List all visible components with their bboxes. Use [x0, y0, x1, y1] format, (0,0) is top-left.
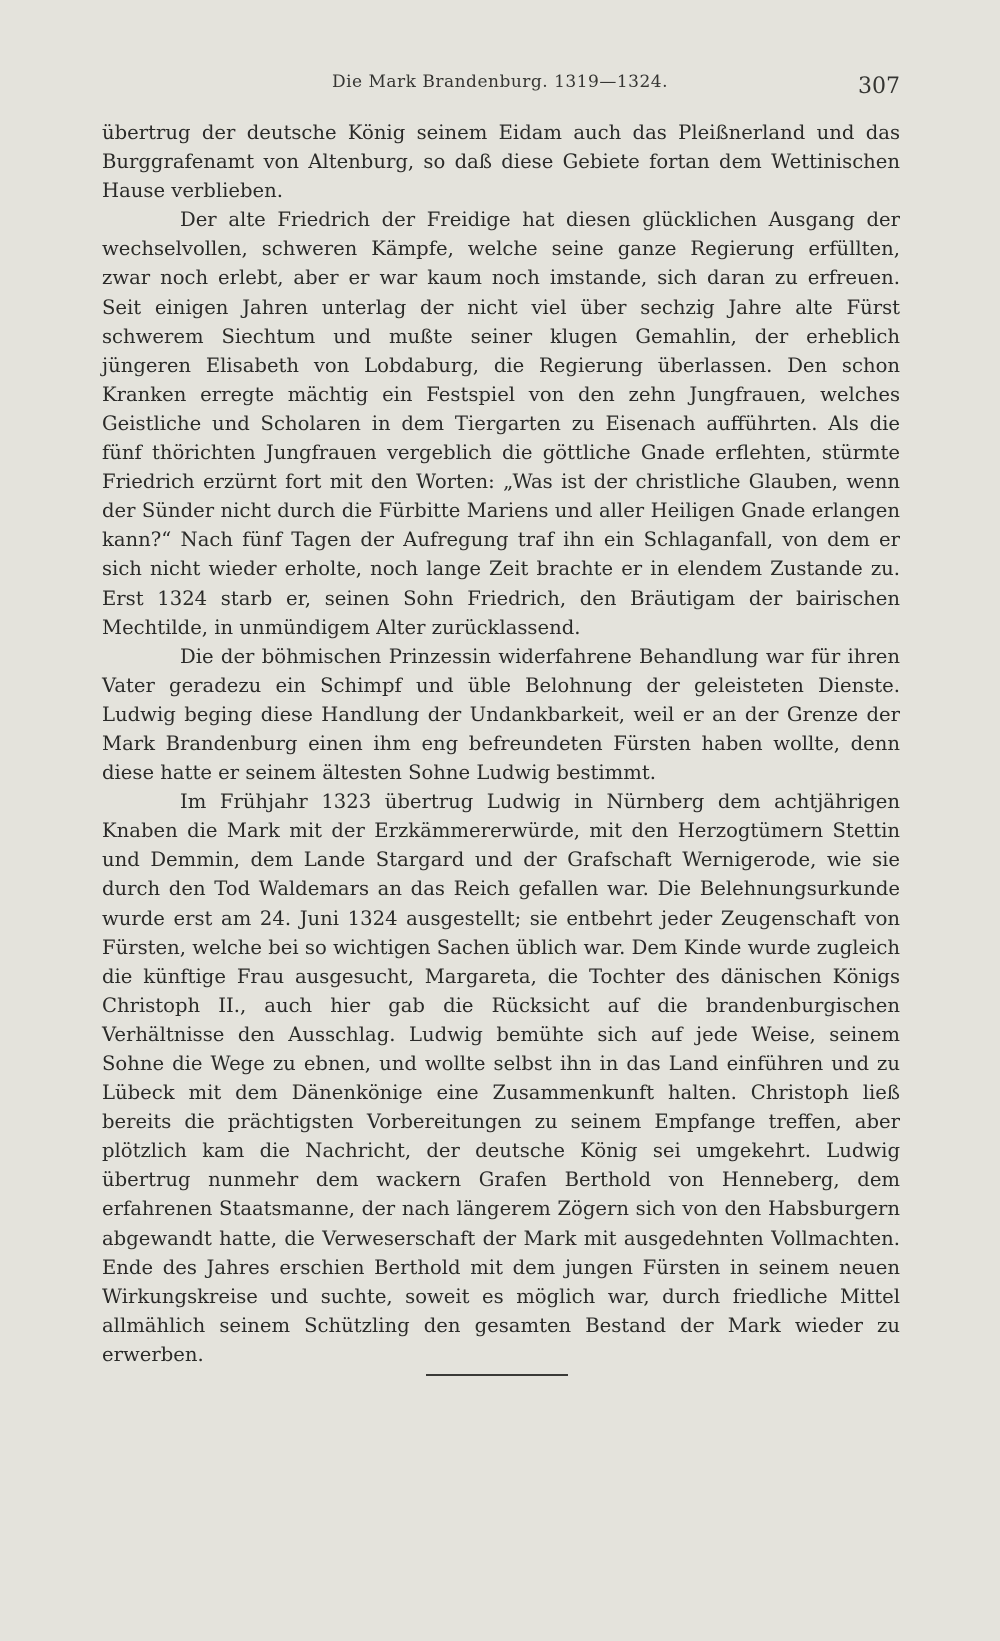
page-number: 307: [858, 74, 900, 99]
body-text: [102, 118, 900, 1369]
paragraph-1: übertrug der deutsche König seinem Eidam auch das Pleißnerland und das Burggrafenamt von Altenburg, so daß diese Gebiete fortan dem Wettinischen Hause verblieben.: [102, 121, 900, 203]
paragraph-4: Im Frühjahr 1323 übertrug Ludwig in Nürnberg dem achtjährigen Knaben die Mark mit der Erzkämmererwürde, mit den Herzogtümern Stettin und Demmin, dem Lande Stargard und der Grafschaft Wernigerode, wie sie durch den Tod Waldemars an das Reich gefallen war. Die Belehnungsurkunde wurde erst am 24. Juni 1324 ausgestellt; sie entbehrt jeder Zeugenschaft von Fürsten, welche bei so wichtigen Sachen üblich war. Dem Kinde wurde zugleich die künftige Frau ausgesucht, Margareta, die Tochter des dänischen Königs Christoph II., auch hier gab die Rücksicht auf die brandenburgischen Verhältnisse den Ausschlag. Ludwig bemühte sich auf jede Weise, seinem Sohne die Wege zu ebnen, und wollte selbst ihn in das Land einführen und zu Lübeck mit dem Dänenkönige eine Zusammenkunft halten. Christoph ließ bereits die prächtigsten Vorbereitungen zu seinem Empfange treffen, aber plötzlich kam die Nachricht, der deutsche König sei umgekehrt. Ludwig übertrug nunmehr dem wackern Grafen Berthold von Henneberg, dem erfahrenen Staatsmanne, der nach längerem Zögern sich von den Habsburgern abgewandt hatte, die Verweserschaft der Mark mit ausgedehnten Vollmachten. Ende des Jahres erschien Berthold mit dem jungen Fürsten in seinem neuen Wirkungskreise und suchte, soweit es möglich war, durch friedliche Mittel allmählich seinem Schützling den gesamten Bestand der Mark wieder zu erwerben.: [102, 790, 900, 1366]
end-rule: [426, 1374, 568, 1376]
paragraph-3: Die der böhmischen Prinzessin widerfahrene Behandlung war für ihren Vater geradezu ein Schimpf und üble Belohnung der geleisteten Dienste. Ludwig beging diese Handlung der Undankbarkeit, weil er an der Grenze der Mark Brandenburg einen ihm eng befreundeten Fürsten haben wollte, denn diese hatte er seinem ältesten Sohne Ludwig bestimmt.: [102, 644, 900, 785]
paragraph-2: Der alte Friedrich der Freidige hat diesen glücklichen Ausgang der wechselvollen, schweren Kämpfe, welche seine ganze Regierung erfüllten, zwar noch erlebt, aber er war kaum noch imstande, sich daran zu erfreuen. Seit einigen Jahren unterlag der nicht viel über sechzig Jahre alte Fürst schwerem Siechtum und mußte seiner klugen Gemahlin, der erheblich jüngeren Elisabeth von Lobdaburg, die Regierung überlassen. Den schon Kranken erregte mächtig ein Festspiel von den zehn Jungfrauen, welches Geistliche und Scholaren in dem Tiergarten zu Eisenach aufführten. Als die fünf thörichten Jungfrauen vergeblich die göttliche Gnade erflehten, stürmte Friedrich erzürnt fort mit den Worten: „Was ist der christliche Glauben, wenn der Sünder nicht durch die Fürbitte Mariens und aller Heiligen Gnade erlangen kann?“ Nach fünf Tagen der Aufregung traf ihn ein Schlaganfall, von dem er sich nicht wieder erholte, noch lange Zeit brachte er in elendem Zustande zu. Erst 1324 starb er, seinen Sohn Friedrich, den Bräutigam der bairischen Mechtilde, in unmündigem Alter zurücklassend.: [102, 208, 900, 639]
running-header: [100, 66, 900, 106]
header-title: Die Mark Brandenburg. 1319—1324.: [331, 72, 669, 92]
